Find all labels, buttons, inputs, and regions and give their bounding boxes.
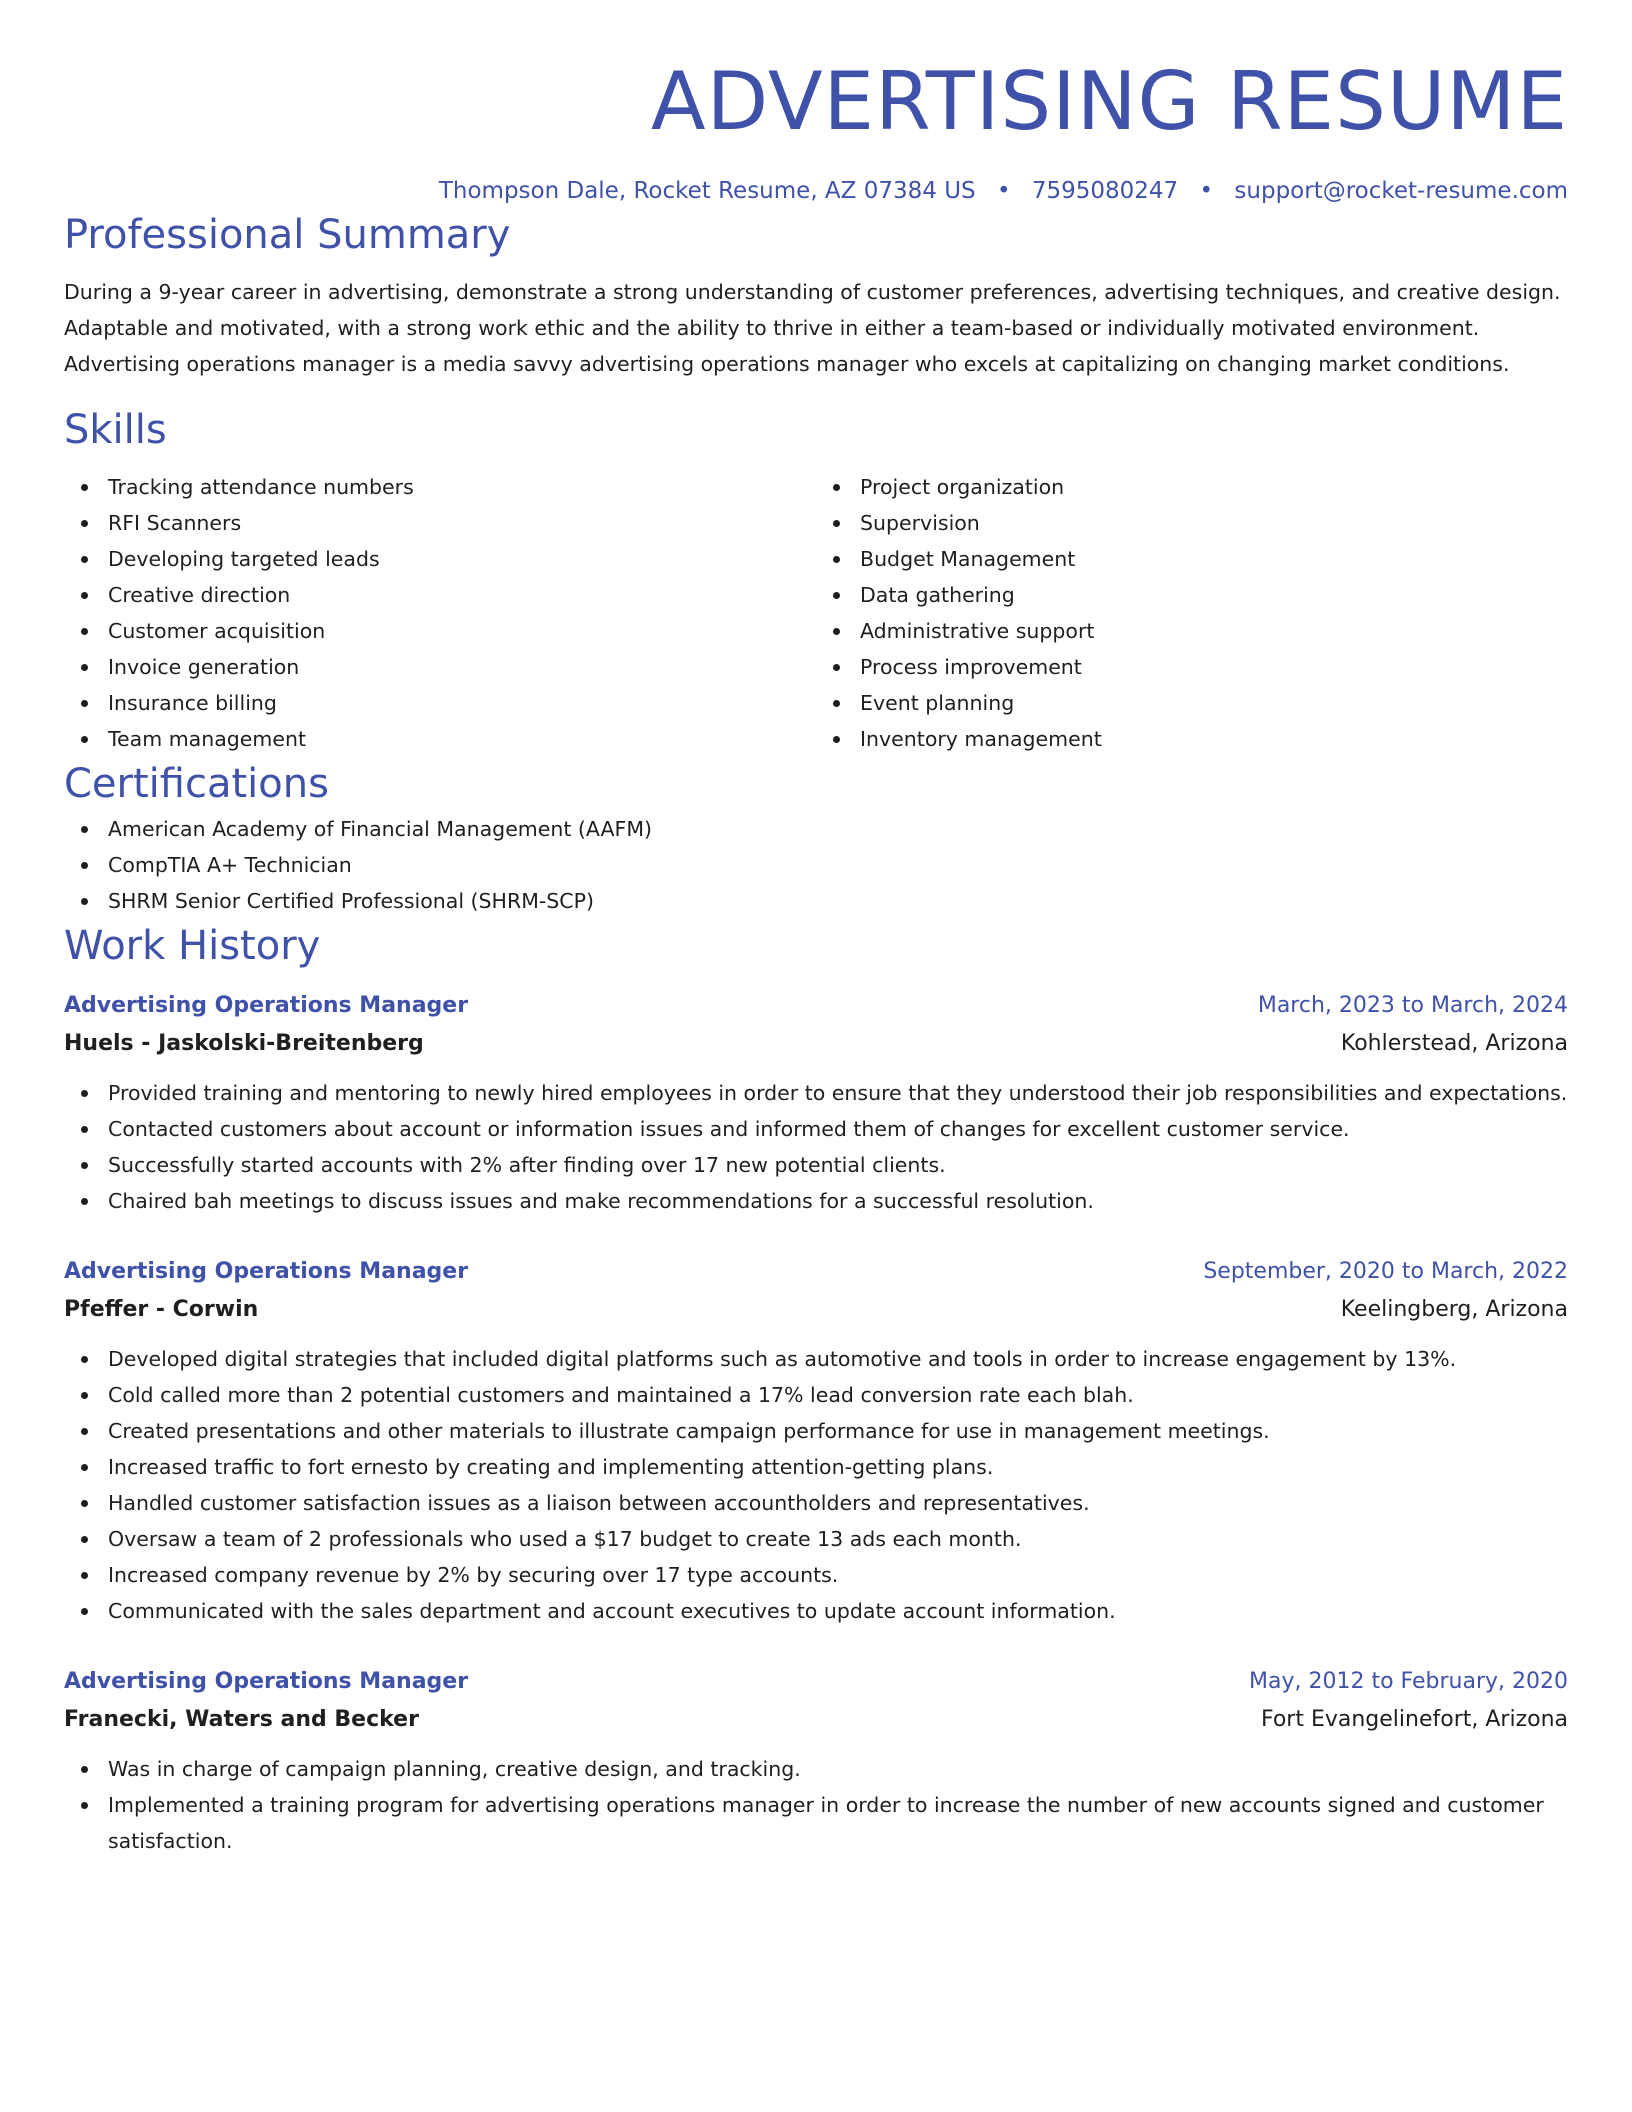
job-dates: March, 2023 to March, 2024 [1257, 992, 1568, 1018]
contact-email: support@rocket-resume.com [1234, 178, 1568, 204]
skill-item: Budget Management [860, 541, 1568, 577]
job-location: Keelingberg, Arizona [1340, 1296, 1568, 1322]
skill-item: Creative direction [108, 577, 816, 613]
skill-item: Administrative support [860, 613, 1568, 649]
job-entry [64, 987, 1568, 1219]
job-company: Pfeffer - Corwin [64, 1296, 259, 1322]
job-dates: May, 2012 to February, 2020 [1249, 1668, 1568, 1694]
job-title: Advertising Operations Manager [64, 992, 469, 1018]
job-bullet: Cold called more than 2 potential customers and maintained a 17% lead conversion rate each blah. [108, 1377, 1568, 1413]
job-bullet: Was in charge of campaign planning, creative design, and tracking. [108, 1751, 1568, 1787]
skill-item: Data gathering [860, 577, 1568, 613]
job-title: Advertising Operations Manager [64, 1668, 469, 1694]
contact-phone: 7595080247 [1031, 178, 1179, 204]
skill-item: Invoice generation [108, 649, 816, 685]
contact-address: Thompson Dale, Rocket Resume, AZ 07384 US [438, 178, 976, 204]
skill-item: Team management [108, 721, 816, 757]
certifications-list [64, 811, 1568, 919]
contact-line [64, 174, 1568, 208]
job-bullet: Created presentations and other materials to illustrate campaign performance for use in management meetings. [108, 1413, 1568, 1449]
skill-item: Insurance billing [108, 685, 816, 721]
skill-item: Process improvement [860, 649, 1568, 685]
resume-title: ADVERTISING RESUME [650, 55, 1568, 148]
certification-item: American Academy of Financial Management (AAFM) [108, 811, 1568, 847]
skill-item: Event planning [860, 685, 1568, 721]
skill-item: Inventory management [860, 721, 1568, 757]
skill-item: Customer acquisition [108, 613, 816, 649]
job-bullets [64, 1341, 1568, 1629]
work-history-heading: Work History [64, 922, 321, 969]
job-location: Kohlerstead, Arizona [1340, 1030, 1568, 1056]
skill-item: Tracking attendance numbers [108, 469, 816, 505]
job-bullet: Implemented a training program for advertising operations manager in order to increase the number of new accounts signed and customer satisfaction. [108, 1787, 1568, 1859]
contact-separator: • [1199, 178, 1214, 204]
job-bullet: Chaired bah meetings to discuss issues and make recommendations for a successful resolution. [108, 1183, 1568, 1219]
job-bullet: Increased traffic to fort ernesto by creating and implementing attention-getting plans. [108, 1449, 1568, 1485]
certifications-heading: Certifications [64, 760, 329, 807]
job-header-row [64, 1663, 1568, 1701]
job-header-row [64, 987, 1568, 1025]
skills-heading: Skills [64, 406, 167, 453]
job-title: Advertising Operations Manager [64, 1258, 469, 1284]
contact-separator: • [996, 178, 1011, 204]
job-company: Huels - Jaskolski-Breitenberg [64, 1030, 424, 1056]
job-bullet: Provided training and mentoring to newly hired employees in order to ensure that they understood their job responsibilities and expectations. [108, 1075, 1568, 1111]
skills-columns [64, 469, 1568, 757]
job-company: Franecki, Waters and Becker [64, 1706, 419, 1732]
job-bullets [64, 1751, 1568, 1859]
skills-left-list [64, 469, 816, 757]
job-bullet: Communicated with the sales department and account executives to update account information. [108, 1593, 1568, 1629]
job-bullet: Handled customer satisfaction issues as a liaison between accountholders and representatives. [108, 1485, 1568, 1521]
job-bullet: Oversaw a team of 2 professionals who used a $17 budget to create 13 ads each month. [108, 1521, 1568, 1557]
skill-item: Project organization [860, 469, 1568, 505]
skill-item: Supervision [860, 505, 1568, 541]
job-bullet: Contacted customers about account or information issues and informed them of changes for excellent customer service. [108, 1111, 1568, 1147]
job-bullets [64, 1075, 1568, 1219]
job-company-row [64, 1701, 1568, 1739]
summary-heading: Professional Summary [64, 212, 511, 258]
job-entry [64, 1253, 1568, 1629]
job-company-row [64, 1025, 1568, 1063]
certification-item: CompTIA A+ Technician [108, 847, 1568, 883]
job-header-row [64, 1253, 1568, 1291]
job-bullet: Increased company revenue by 2% by securing over 17 type accounts. [108, 1557, 1568, 1593]
job-entry [64, 1663, 1568, 1859]
job-location: Fort Evangelinefort, Arizona [1260, 1706, 1568, 1732]
job-bullet: Developed digital strategies that included digital platforms such as automotive and tools in order to increase engagement by 13%. [108, 1341, 1568, 1377]
job-bullet: Successfully started accounts with 2% after finding over 17 new potential clients. [108, 1147, 1568, 1183]
job-company-row [64, 1291, 1568, 1329]
skill-item: RFI Scanners [108, 505, 816, 541]
skills-right-list [816, 469, 1568, 757]
skill-item: Developing targeted leads [108, 541, 816, 577]
certification-item: SHRM Senior Certified Professional (SHRM-SCP) [108, 883, 1568, 919]
summary-text: During a 9-year career in advertising, demonstrate a strong understanding of customer preferences, advertising techniques, and creative design. Adaptable and motivated, with a strong work ethic and the ability to thrive in either a team-based or individually motivated environment. Advertising operations manager is a media savvy advertising operations manager who excels at capitalizing on changing market conditions. [64, 280, 1561, 376]
job-dates: September, 2020 to March, 2022 [1203, 1258, 1568, 1284]
